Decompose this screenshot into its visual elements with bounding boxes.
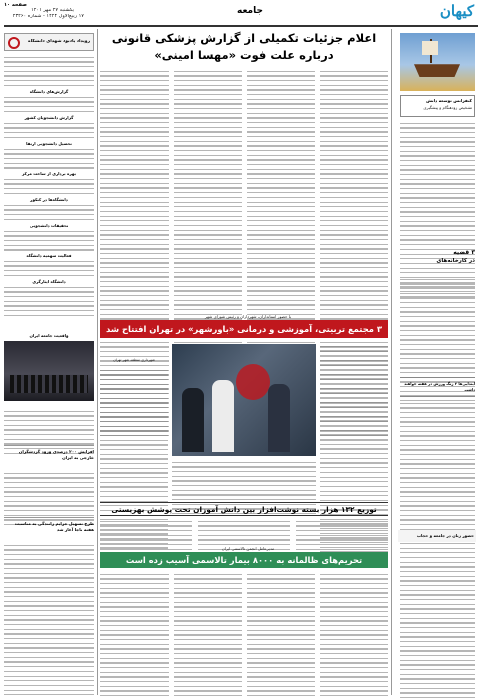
left-bottom-title: طرح تسهیل جرایم رانندگی به مناسبت هفته ناجا آغاز شد — [14, 521, 94, 532]
left-item-text — [4, 95, 94, 114]
left-item — [4, 89, 94, 94]
issue-line: ۱۷ ربیع‌الاول ۱۴۴۴ - شماره ۲۳۲۶۰ — [12, 14, 84, 19]
left-item-text — [4, 203, 94, 222]
left-mid-photo — [4, 341, 94, 401]
left-item — [4, 115, 94, 120]
right-brief-3 — [400, 377, 475, 397]
banner-3-col-3 — [174, 572, 242, 699]
left-intro-text — [4, 55, 94, 88]
left-mid-block — [4, 333, 94, 415]
left-item-title: فعالیت سهمیه دانشگاه — [26, 253, 72, 258]
right-column-divider — [391, 29, 392, 695]
right-brief-3-title: ابتدایی‌ها ۲ زنگ ورزش در هفته خواهند داشت — [404, 382, 475, 392]
left-item — [4, 197, 94, 202]
left-item — [4, 141, 94, 146]
left-item-title: دانشگاه‌ها در کنکور — [30, 197, 68, 202]
right-brief-1-title: کنفرانس توسعه دانش — [426, 98, 472, 103]
date-line: یکشنبه ۲۷ مهر ۱۴۰۱ — [31, 8, 74, 13]
left-item — [4, 279, 94, 284]
right-brief-2-title: ۳ قضیه — [453, 249, 475, 256]
circle-logo-icon — [8, 37, 20, 49]
lead-headline-2: درباره علت فوت «مهسا امینی» — [154, 48, 334, 62]
right-brief-1-subtitle: تشخیص زودهنگام و پیشگیری — [423, 105, 472, 110]
side-note-title: حضور زنان در جامعه و حجاب — [417, 533, 474, 538]
banner-1-kicker: با حضور استانداران، شهرداران و رئیس شورای شهر — [204, 314, 292, 319]
masthead — [0, 0, 482, 24]
logo-text: کیهان — [439, 2, 474, 20]
left-item-title: گزارش دانشجویان کشور — [24, 115, 74, 120]
logo — [424, 2, 476, 22]
banner-3-story — [100, 546, 388, 695]
left-item — [4, 171, 94, 176]
left-column — [4, 29, 94, 695]
left-item-text — [4, 121, 94, 140]
left-item-title: تحصیل دانشجویی ارتقا — [26, 141, 72, 146]
banner-3-title: تحریم‌های ظالمانه به ۸۰۰۰ بیمار تالاسمی آسیب زده است — [100, 552, 388, 568]
left-item — [4, 223, 94, 228]
left-item-text — [4, 147, 94, 170]
banner-3-col-1 — [320, 572, 388, 699]
right-brief-2-subtitle: در کارخانه‌های — [436, 258, 475, 264]
banner-1-caption: شهرداری منطقه شهر تهران — [113, 358, 155, 362]
left-item-text — [4, 229, 94, 252]
left-lower-block — [4, 445, 94, 467]
right-column — [396, 29, 478, 695]
right-brief-box — [400, 95, 475, 117]
masthead-rule — [4, 25, 478, 27]
left-text-block-bottom — [4, 543, 94, 699]
left-lower-title: افزایش ۲۰۰ درصدی ورود گردشگران خارجی به ایران — [18, 449, 94, 460]
left-box-title: رویداد یادبود شهدای دانشگاه — [28, 39, 90, 44]
banner-3-col-4 — [100, 572, 169, 699]
left-item-title: تحقیقات دانشجویی — [29, 223, 69, 228]
left-item — [4, 253, 94, 258]
lead-article — [100, 29, 388, 314]
banner-3-col-2 — [247, 572, 315, 699]
left-item-text — [4, 285, 94, 318]
banner-1-title: ۳ مجتمع تربیتی، آموزشی و درمانی «باورشهر» در تهران افتتاح شد — [100, 320, 388, 338]
section-title: جامعه — [237, 6, 263, 16]
left-column-divider — [97, 29, 98, 695]
right-text-block-3 — [400, 401, 475, 699]
lead-headline-1: اعلام جزئیات تکمیلی از گزارش پزشکی قانونی — [111, 31, 377, 45]
right-brief-2 — [400, 247, 475, 275]
left-mid-title: واقعیت جامعه ایران — [29, 333, 69, 338]
side-note — [398, 530, 476, 542]
banner-3-kicker: مدیرعامل انجمن تالاسمی ایران — [221, 546, 275, 551]
left-bottom-block — [4, 517, 94, 539]
left-item-title: دانشگاه ایثارگری — [32, 279, 66, 284]
page-number: صفحه ۱۰ — [4, 2, 27, 8]
banner-2-story — [100, 502, 388, 546]
left-items — [4, 89, 94, 329]
right-ad-image — [400, 33, 475, 91]
banner-1-photo — [172, 344, 316, 456]
left-item-title: بهره برداری از ساخت مرکز — [22, 171, 76, 176]
left-item-text — [4, 259, 94, 278]
left-item-text — [4, 177, 94, 196]
banner-1-story — [100, 314, 388, 500]
banner-2-title: توزیع ۱۳۲ هزار بسته نوشت‌افزار بین دانش آموزان تحت پوشش بهزیستی — [100, 502, 388, 516]
left-ad-box — [4, 33, 94, 51]
left-item-title: گزارش‌های دانشگاه — [29, 89, 69, 94]
